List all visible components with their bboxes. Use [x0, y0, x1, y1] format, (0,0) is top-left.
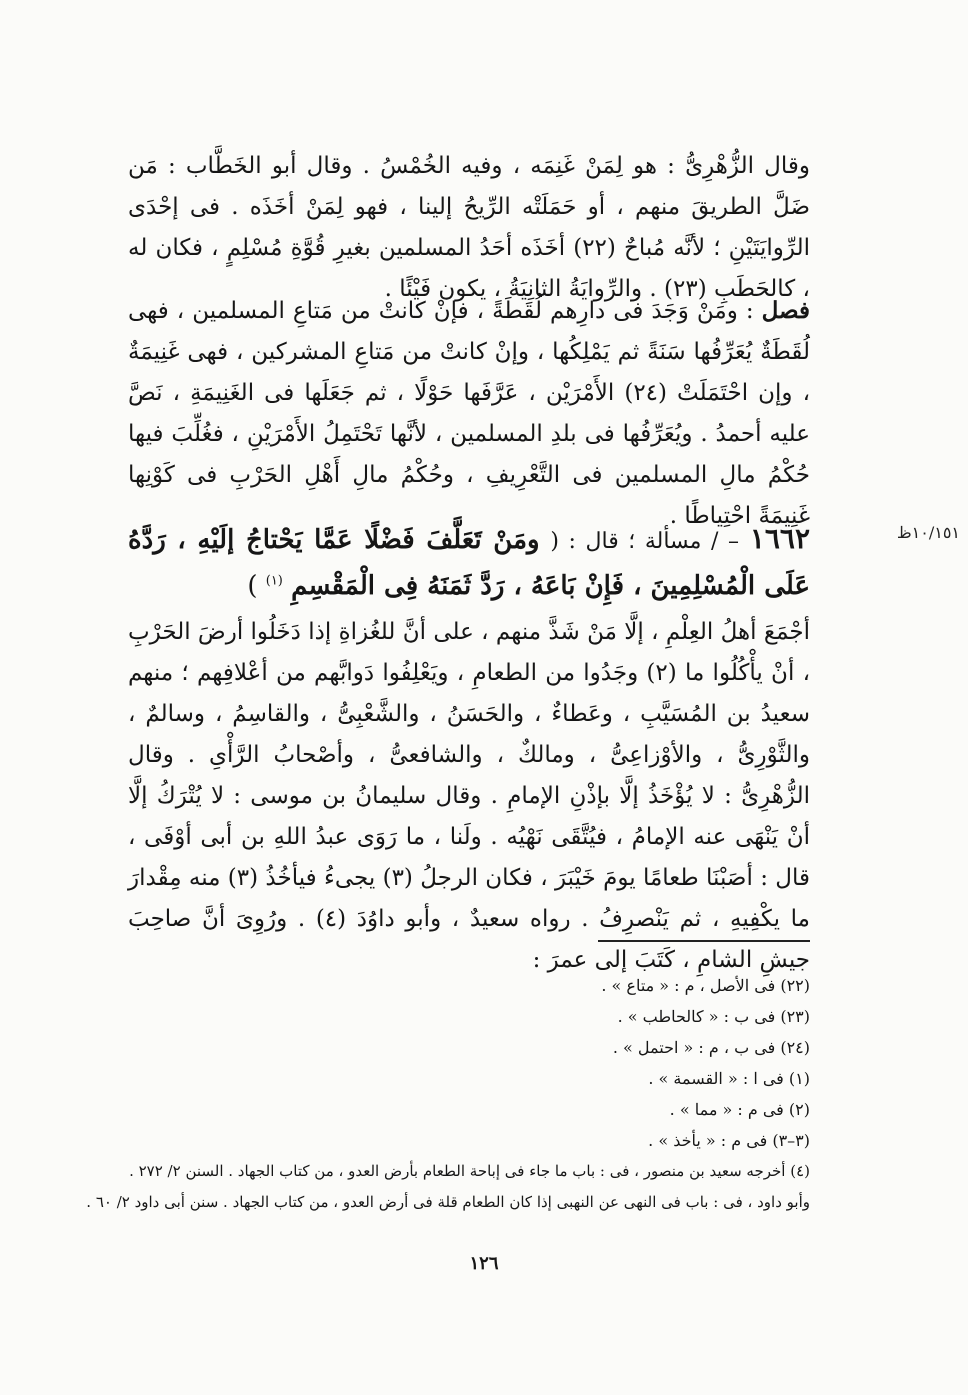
- issue-number: ١٦٦٢: [749, 522, 810, 555]
- manuscript-folio-note: ١٠/١٥١ظ: [896, 523, 960, 542]
- paragraph-ijma: أجْمَعَ أهلُ العِلْمِ ، إلَّا مَنْ شَذَّ منهم ، على أنَّ للغُزاةِ إذا دَخَلُوا أرضَ الحَرْبِ ، أنْ يأْكُلُوا ما (٢) وجَدُوا من الطعامِ ، ويَعْلِفُوا دَوابَّهم من أعْلافِهم ؛ منهم سعيدُ بن المُسَيَّبِ ، وعَطاءٌ ، والحَسَنُ ، والشَّعْبِىُّ ، والقاسِمُ ، وسالمٌ ، والثَّوْرِىُّ ، والأوْزاعِىُّ ، ومالكٌ ، والشافعىُّ ، وأصْحابُ الرَّأْىِ . وقال الزُّهْرِىُّ : لا يُؤْخَذُ إلَّا بإذْنِ الإمامِ . وقال سليمانُ بن موسى : لا يُتْرَكُ إلَّا أنْ يَنْهَى عنه الإمامُ ، فيُتَّقَى نَهْيُه . ولَنا ، ما رَوَى عبدُ اللهِ بن أبى أوْفَى ، قال : أصَبْنَا طعامًا يومَ خَيْبَرَ ، فكان الرجلُ (٣) يجىءُ فيأخُذُ (٣) منه مِقْدارَ ما يكْفِيهِ ، ثم يَنْصرِفُ . رواه سعيدٌ ، وأبو داوُدَ (٤) . ورُوِىَ أنَّ صاحِبَ جيشِ الشامِ ، كَتَبَ إلى عمرَ :: [128, 619, 810, 973]
- issue-label: – / مسألة ؛ قال : (: [550, 529, 739, 554]
- footnotes: [86, 970, 810, 1218]
- footnote-2: (٢) فى م : « مما » .: [669, 1100, 810, 1119]
- issue-footnote-ref: (١): [265, 573, 283, 589]
- footnote-22: (٢٢) فى الأصل ، م : « متاع » .: [601, 976, 810, 995]
- issue-heading: [128, 516, 810, 609]
- fasl-text: : ومَنْ وَجَدَ فى دارِهم لُقَطَةً ، فإنْ كانتْ من مَتاعِ المسلمين ، فهى لُقَطَةٌ يُعَرِّفُها سَنَةً ثم يَمْلِكُها ، وإنْ كانتْ من مَتاعِ المشركين ، فهى غَنِيمَةٌ ، وإن احْتَمَلَتْ (٢٤) الأَمْرَيْن ، عَرَّفَها حَوْلًا ، ثم جَعَلَها فى الغَنِيمَةِ ، نَصَّ عليه أحمدُ . ويُعَرِّفُها فى بلدِ المسلمين ، لأنَّها تَحْتَمِلُ الأَمْرَيْنِ ، فغُلِّبَ فيها حُكْمُ مالِ المسلمين فى التَّعْرِيفِ ، وحُكْمُ مالِ أَهْلِ الحَرْبِ فى كَوْنِها غَنِيمَةً احْتِياطًا .: [128, 298, 810, 529]
- paragraph-zuhri: وقال الزُّهْرِىُّ : هو لِمَنْ غَنِمَه ، وفيه الخُمْسُ . وقال أبو الخَطَّاب : مَن ضَلَّ الطريقَ منهم ، أو حَمَلَتْه الرِّيحُ إلينا ، فهو لِمَنْ أخَذَه . فى إحْدَى الرِّوايَتَيْنِ ؛ لأنَّه مُباحٌ (٢٢) أخَذَه أحَدُ المسلمين بغيرِ قُوَّةِ مُسْلِمٍ ، فكان له ، كالحَطَبِ (٢٣) . والرِّوايَةُ الثانِيَةُ ، يكون فَيْئًا .: [128, 153, 810, 302]
- paragraph-fasl-luqata: [128, 290, 810, 537]
- footnote-3: (٣–٣) فى م : « يأخذ » .: [648, 1131, 810, 1150]
- footnote-1: (١) فى ا : « القسمة » .: [648, 1069, 810, 1088]
- issue-text: ومَنْ تَعَلَّفَ فَضْلًا عَمَّا يَحْتاجُ إلَيْهِ ، رَدَّهُ عَلَى الْمُسْلِمِينَ ، فَإِنْ بَاعَهُ ، رَدَّ ثَمَنَهُ فِى الْمَقْسِمِ: [128, 525, 810, 601]
- footnote-4-continued: وأبو داود ، فى : باب فى النهى عن النهبى إذا كان الطعام قلة فى أرض العدو ، من كتاب الجهاد . سنن أبى داود ٢/ ٦٠ .: [86, 1193, 810, 1211]
- footnote-separator: [598, 940, 810, 942]
- footnote-24: (٢٤) فى ب ، م : « احتمل » .: [612, 1038, 810, 1057]
- footnote-23: (٢٣) فى ب : « كالحاطب » .: [617, 1007, 810, 1026]
- issue-close-paren: ): [247, 571, 258, 601]
- page-number: ١٢٦: [469, 1253, 499, 1274]
- footnote-4: (٤) أخرجه سعيد بن منصور ، فى : باب ما جاء فى إباحة الطعام بأرض العدو ، من كتاب الجهاد . السنن ٢/ ٢٧٢ .: [129, 1162, 810, 1180]
- fasl-heading: فصل: [761, 297, 810, 324]
